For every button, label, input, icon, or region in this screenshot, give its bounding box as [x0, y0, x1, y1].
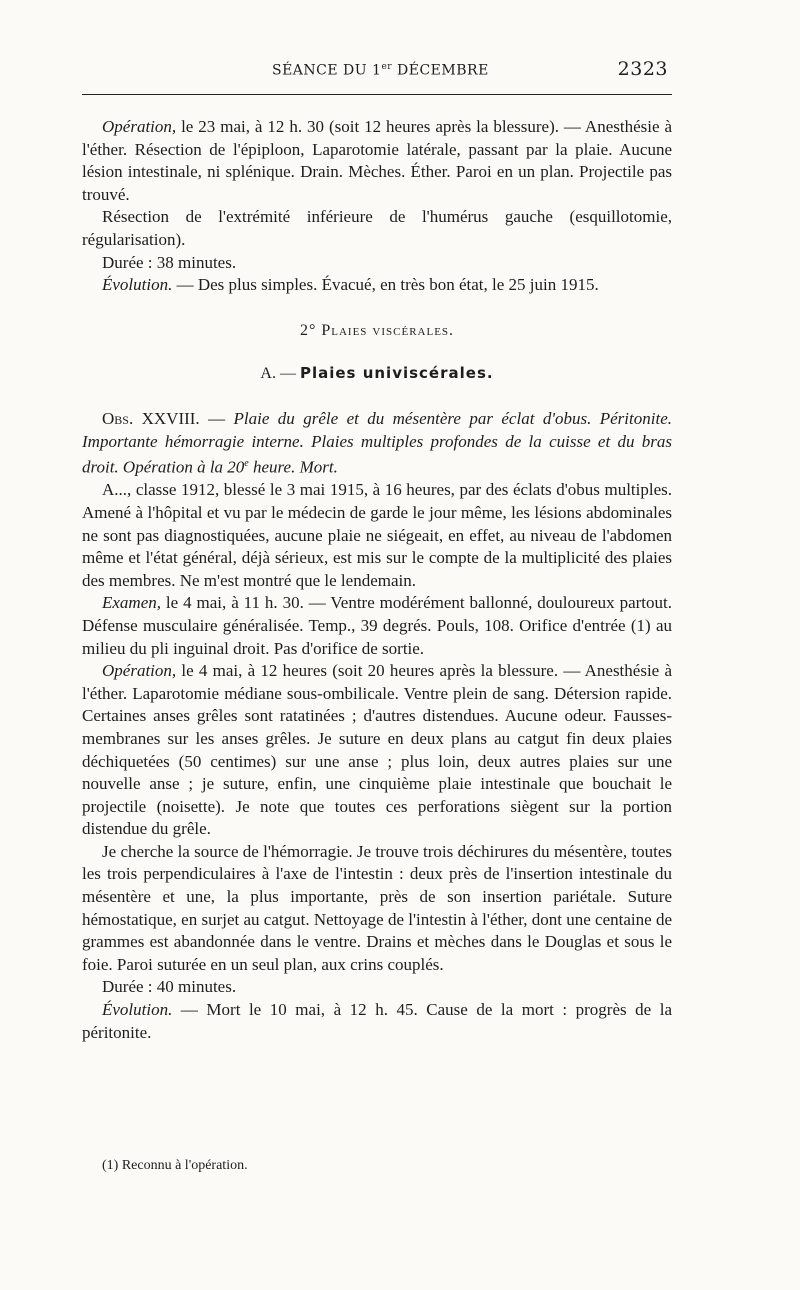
paragraph-evolution-1 — [82, 274, 672, 297]
observation-title: Plaie du grêle et du mésentère par éclat d'obus. Péritonite. Importante hémorragie interne. Plaies multiples profondes de la cuisse et du bras droit. Opération à la 20 — [82, 408, 672, 477]
paragraph-label: Examen, — [102, 593, 162, 613]
paragraph-label: Évolution. — [102, 275, 173, 295]
observation-dash: — — [199, 408, 234, 428]
paragraph-text: le 23 mai, à 12 h. 30 (soit 12 heures après la blessure). — Anesthésie à l'éther. Résection de l'épiploon, Laparotomie latérale, passant par la plaie. Aucune lésion intestinale, ni splénique. Drain. Mèches. Éther. Paroi en un plan. Projectile pas trouvé. — [82, 117, 672, 204]
observation-title-superscript: e — [244, 458, 249, 470]
paragraph-text: Résection de l'extrémité inférieure de l'humérus gauche (esquillotomie, régularisation). — [82, 207, 672, 249]
observation-heading — [82, 408, 672, 479]
paragraph-evolution-2 — [82, 999, 672, 1044]
running-title-text: SÉANCE DU 1 — [272, 62, 382, 79]
paragraph-duree-1 — [82, 252, 672, 275]
paragraph-text: — Mort le 10 mai, à 12 h. 45. Cause de la mort : progrès de la péritonite. — [82, 1000, 672, 1042]
page-number: 2323 — [617, 58, 668, 80]
observation-label: Obs. XXVIII. — [102, 408, 200, 428]
paragraph-text: A..., classe 1912, blessé le 3 mai 1915, à 16 heures, par des éclats d'obus multiples. Amené à l'hôpital et vu par le médecin de garde le jour même, les lésions abdominales ne sont pas diagnostiquées, aucune plaie ne siégeait, en effet, au niveau de l'abdomen même et l'état général, déjà sérieux, est mis sur le compte de la multiplicité des plaies des membres. Ne m'est montré que le lendemain. — [82, 480, 672, 590]
body-text — [82, 116, 672, 1044]
paragraph-text: Durée : 40 minutes. — [102, 977, 237, 997]
footnote: (1) Reconnu à l'opération. — [102, 1158, 248, 1173]
paragraph-history — [82, 479, 672, 592]
running-title-superscript: er — [381, 62, 393, 72]
section-title — [82, 320, 672, 343]
paragraph-resection — [82, 206, 672, 251]
paragraph-text: le 4 mai, à 11 h. 30. — Ventre modérément ballonné, douloureux partout. Défense musculaire généralisée. Temp., 39 degrés. Pouls, 108. Orifice d'entrée (1) au milieu du pli inguinal droit. Pas d'orifice de sortie. — [82, 593, 672, 658]
paragraph-label: Opération, — [102, 661, 177, 681]
observation-title-end: heure. Mort. — [248, 457, 338, 477]
section-number: 2° — [299, 321, 317, 339]
running-title-text-end: DÉCEMBRE — [392, 62, 489, 79]
paragraph-text: Durée : 38 minutes. — [102, 252, 237, 272]
subsection-title — [82, 362, 672, 386]
subsection-title-text: Plaies univiscérales. — [299, 364, 494, 383]
paragraph-text: Je cherche la source de l'hémorragie. Je trouve trois déchirures du mésentère, toutes les trois perpendiculaires à l'axe de l'intestin : deux près de l'insertion intestinale du mésentère et une, la plus importante, près de son insertion pariétale. Suture hémostatique, en surjet au catgut. Nettoyage de l'intestin à l'éther, dont une centaine de grammes est abandonnée dans le ventre. Drains et mèches dans le Douglas et sous le foie. Paroi suturée en un seul plan, aux crins couplés. — [82, 841, 672, 974]
section-title-text: Plaies viscérales. — [321, 321, 455, 339]
paragraph-hemorrhage — [82, 841, 672, 977]
paragraph-label: Évolution. — [102, 1000, 173, 1020]
header-rule — [82, 94, 672, 95]
paragraph-operation-2 — [82, 660, 672, 841]
paragraph-examen — [82, 592, 672, 660]
paragraph-operation-1 — [82, 116, 672, 206]
paragraph-label: Opération, — [102, 117, 177, 136]
running-title — [272, 62, 489, 79]
page-header — [82, 58, 672, 84]
paragraph-duree-2 — [82, 976, 672, 999]
paragraph-text: le 4 mai, à 12 heures (soit 20 heures après la blessure. — Anesthésie à l'éther. Laparotomie médiane sous-ombilicale. Ventre plein de sang. Détersion rapide. Certaines anses grêles sont ratatinées ; d'autres distendues. Aucune odeur. Fausses-membranes sur les anses grêles. Je suture en deux plans au catgut fin deux plaies déchiquetées (50 centimes) sur une anse ; plus loin, deux autres plaies sur une nouvelle anse ; je suture, enfin, une cinquième plaie intestinale que bouchait le projectile (noisette). Je note que toutes ces perforations siègent sur la portion distendue du grêle. — [82, 661, 672, 839]
subsection-letter: A. — — [260, 365, 300, 383]
paragraph-text: — Des plus simples. Évacué, en très bon état, le 25 juin 1915. — [172, 275, 599, 295]
